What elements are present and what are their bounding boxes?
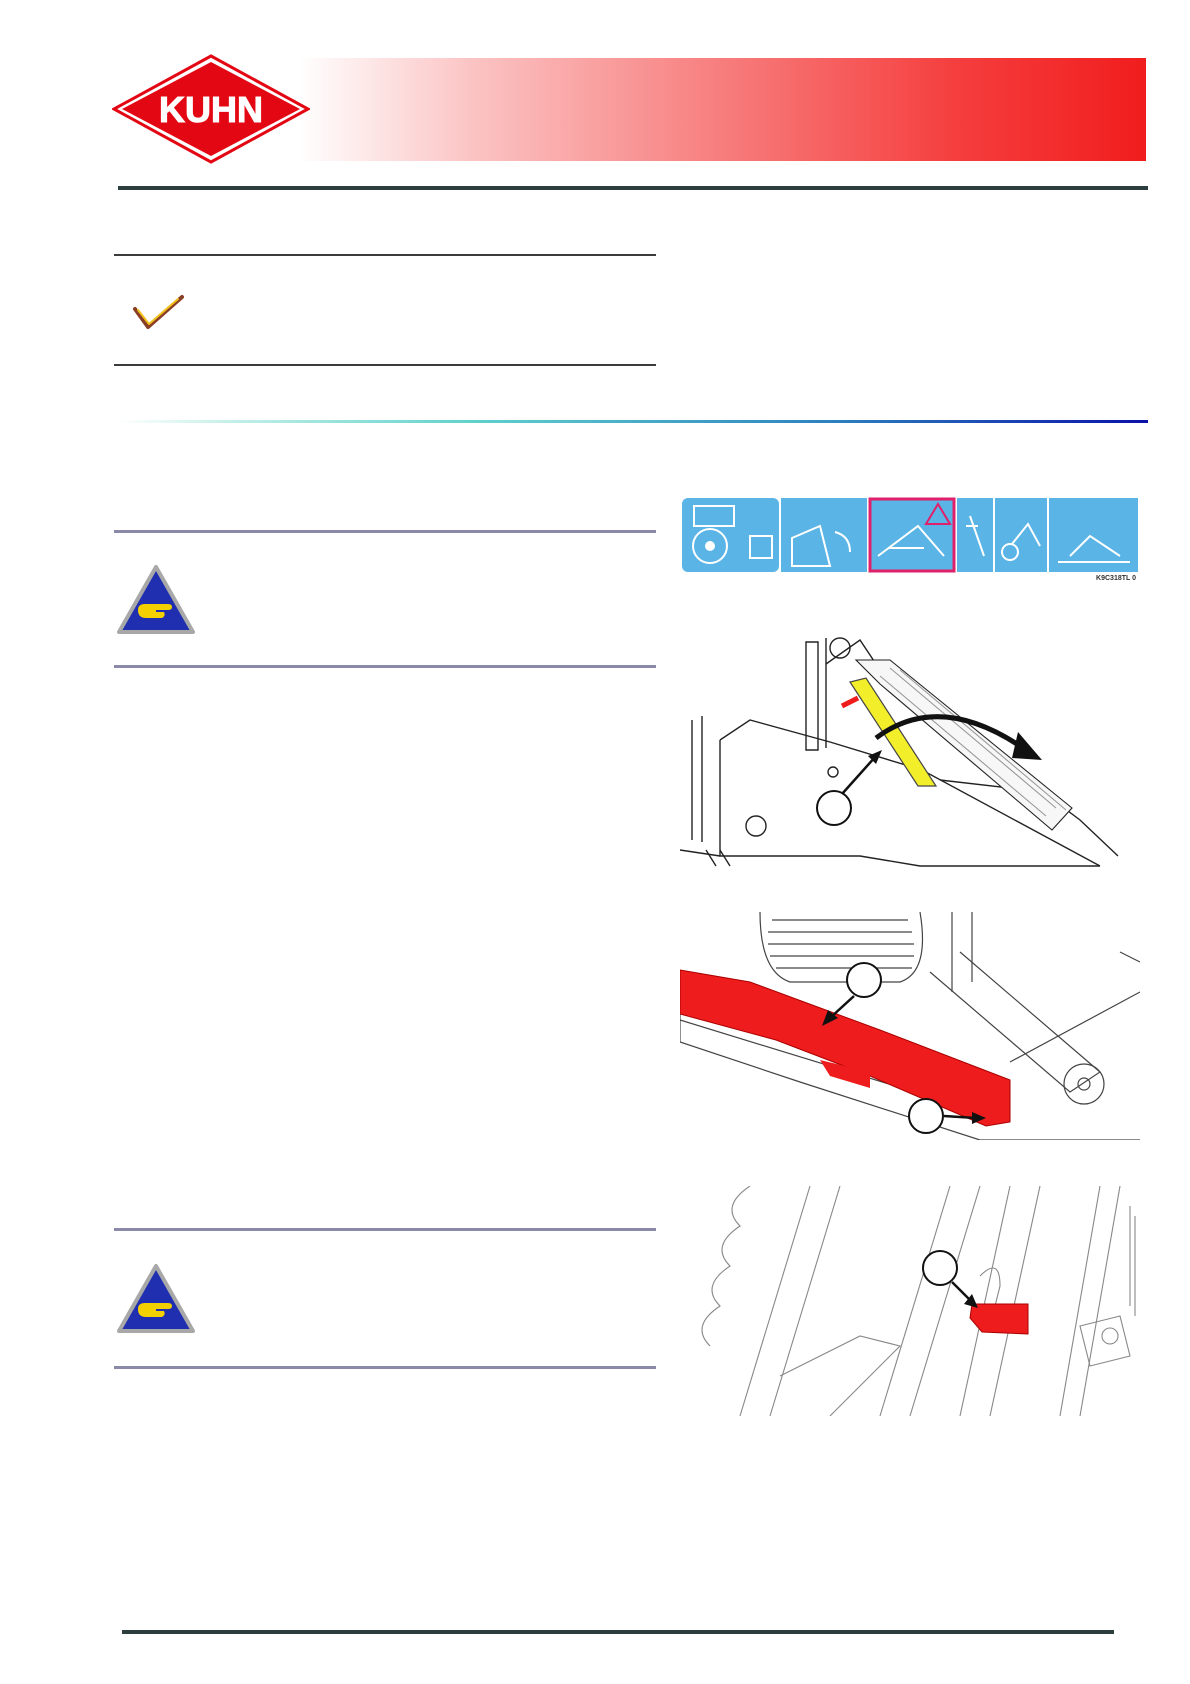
safety-decal-strip bbox=[680, 496, 1140, 582]
callout-circle bbox=[923, 1251, 957, 1285]
note2-top-rule bbox=[114, 1228, 656, 1231]
header-rule bbox=[118, 186, 1148, 190]
kuhn-logo bbox=[112, 54, 310, 164]
figure-2-red-guard bbox=[680, 912, 1140, 1140]
pointing-hand-warning-icon bbox=[116, 1263, 196, 1335]
info-bottom-rule bbox=[114, 364, 656, 366]
decal-code: K9C318TL 0 bbox=[1096, 575, 1136, 582]
pointing-hand-warning-icon bbox=[116, 564, 196, 636]
footer-rule bbox=[122, 1630, 1114, 1634]
info-top-rule bbox=[114, 254, 656, 256]
note1-bottom-rule bbox=[114, 665, 656, 668]
figure-3-red-pad bbox=[680, 1186, 1140, 1416]
callout-circle bbox=[909, 1099, 943, 1133]
section-divider bbox=[118, 420, 1148, 423]
callout-circle bbox=[817, 791, 851, 825]
note2-bottom-rule bbox=[114, 1366, 656, 1369]
note1-top-rule bbox=[114, 530, 656, 533]
callout-circle bbox=[847, 963, 881, 997]
checkmark-icon bbox=[132, 293, 192, 333]
logo-text: KUHN bbox=[159, 89, 263, 130]
figure-1-spring-cylinder bbox=[680, 630, 1140, 872]
